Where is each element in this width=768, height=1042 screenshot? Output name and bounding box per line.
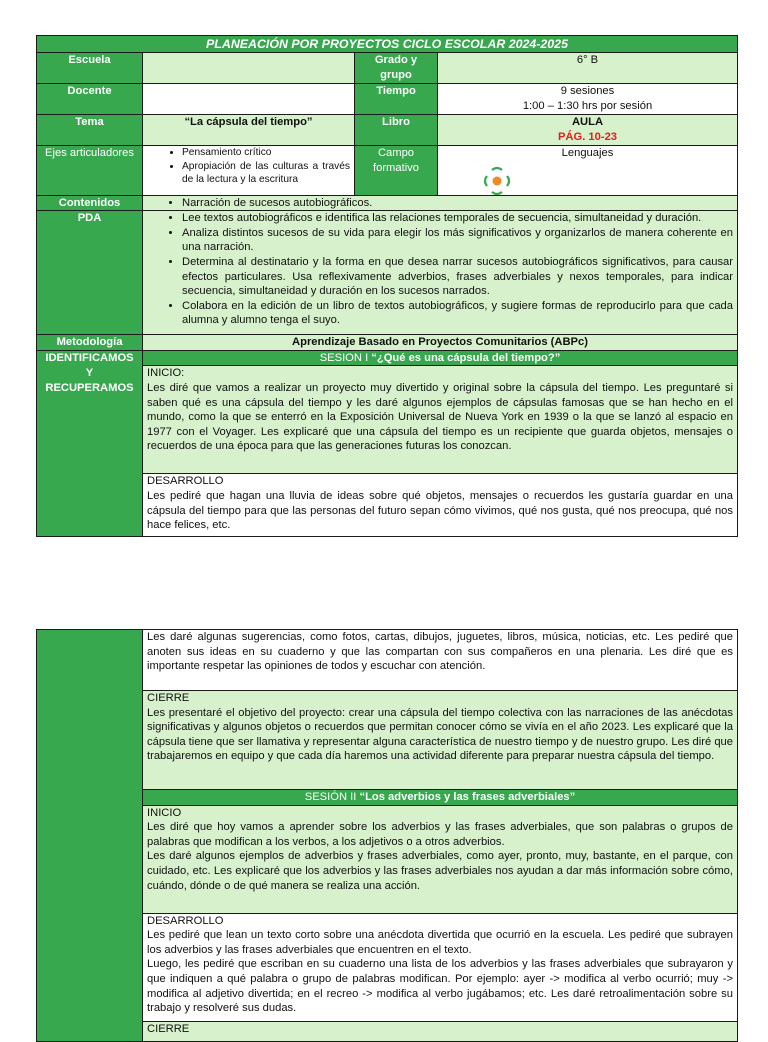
session-2-cierre (143, 1021, 738, 1041)
libro-name: AULA (571, 116, 604, 128)
docente-value (143, 84, 355, 115)
session-1-cierre (143, 691, 738, 790)
libro-value (438, 115, 738, 146)
session-1-inicio (143, 366, 738, 474)
pda-list (143, 211, 738, 335)
cierre-text: Les presentaré el objetivo del proyecto: crear una cápsula del tiempo colectiva con las narraciones de las anécdotas significativas y algunos objetos o recuerdos que permitan conocer cómo se vivía en el año 2023. Les explicaré que la cápsula tiene que ser llamativa y representar alguna característica de nuestro tiempo y de nuestro grupo. Les diré que trabajaremos en equipo y que cada día haremos una actividad diferente para preparar nuestra cápsula del tiempo. (147, 706, 733, 763)
inicio-paragraph: Les daré algunos ejemplos de adverbios y frases adverbiales, como ayer, pronto, muy, bastante, en el parque, con cuidado, etc. Les explicaré que los adverbios y las frases adverbiales nos ayudan a dar más información sobre cómo, cuándo, dónde o de qué manera se realiza una acción. (147, 850, 733, 892)
metodologia-value: Aprendizaje Basado en Proyectos Comunitarios (ABPc) (143, 335, 738, 351)
phase-continuation-cell (37, 630, 143, 1042)
libro-pages: PÁG. 10-23 (557, 130, 618, 143)
desarrollo-label: DESARROLLO (147, 475, 224, 488)
inicio-text: Les diré que vamos a realizar un proyecto muy divertido y original sobre la cápsula del tiempo. Les preguntaré si saben qué es una cápsula del tiempo y les daré algunos ejemplos de cápsulas famosas que se han hecho en el mundo, como la que se enterró en la Exposición Universal de Nueva York en 1939 o la que se lanzó al espacio en 1977 con el Voyager. Les explicaré que una cápsula del tiempo es un recipiente que guarda objetos, mensajes o recuerdos de una época para que las generaciones futuras los conozcan. (147, 381, 733, 453)
campo-value-cell (438, 146, 738, 196)
inicio-paragraph: Les diré que hoy vamos a aprender sobre los adverbios y las frases adverbiales, que son palabras o grupos de palabras que modifican a los verbos, a los adjetivos o a otros adverbios. (147, 821, 733, 848)
desarrollo-text: Les pediré que hagan una lluvia de ideas sobre qué objetos, mensajes o recuerdos les gustaría guardar en una cápsula del tiempo para que las personas del futuro sepan cómo vivimos, qué nos gusta, qué nos preocupa, qué nos hace felices, etc. (147, 489, 733, 532)
tema-label: Tema (37, 115, 143, 146)
campo-label: Campo formativo (355, 146, 438, 196)
metodologia-label: Metodología (37, 335, 143, 351)
pda-item: • Lee textos autobiográficos e identifica las relaciones temporales de secuencia, simultaneidad y duración. (182, 211, 733, 226)
contenidos-label: Contenidos (37, 195, 143, 211)
planning-table-page-1 (36, 35, 738, 537)
contenidos-value (143, 195, 738, 211)
session-2-header: SESIÓN II “Los adverbios y las frases adverbiales” (143, 790, 738, 806)
tiempo-label: Tiempo (355, 84, 438, 115)
escuela-value (143, 53, 355, 84)
ejes-label: Ejes articuladores (37, 146, 143, 196)
docente-label: Docente (37, 84, 143, 115)
escuela-label: Escuela (37, 53, 143, 84)
inicio-label: INICIO: (147, 367, 185, 380)
grado-value: 6° B (438, 53, 738, 84)
desarrollo-paragraph: Luego, les pediré que escriban en su cuaderno una lista de los adverbios y las frases adverbiales que subrayaron y que indiquen a qué palabra o grupo de palabras modifican. Por ejemplo: ayer -> modifica al verbo ocurrió; muy -> modifica al adjetivo divertida; en el recreo -> modifica al verbo jugábamos; etc. Les daré retroalimentación sobre su trabajo y resolveré sus dudas. (147, 958, 733, 1015)
page-title: PLANEACIÓN POR PROYECTOS CICLO ESCOLAR 2024-2025 (37, 36, 738, 53)
tiempo-sessions: 9 sesiones (560, 85, 615, 97)
eje-item: • Pensamiento crítico (182, 146, 350, 160)
session-2-desarrollo (143, 913, 738, 1021)
campo-value: Lenguajes (561, 147, 614, 159)
session-2-inicio (143, 805, 738, 913)
pda-item: • Colabora en la edición de un libro de textos autobiográficos, y sugiere formas de reproducirlo para que cada alumna y alumno tenga el suyo. (182, 299, 733, 328)
desarrollo-paragraph: Les pediré que lean un texto corto sobre una anécdota divertida que ocurrió en la escuela. Les pediré que subrayen los adverbios y las frases adverbiales que encuentren en el texto. (147, 929, 733, 956)
grado-label: Grado y grupo (355, 53, 438, 84)
tema-value: “La cápsula del tiempo” (143, 115, 355, 146)
desarrollo-label: DESARROLLO (147, 914, 224, 927)
inicio-label: INICIO (147, 806, 182, 819)
session-1-desarrollo (143, 474, 738, 537)
phase-label: IDENTIFICAMOS Y RECUPERAMOS (37, 350, 143, 537)
libro-label: Libro (355, 115, 438, 146)
cierre-label: CIERRE (147, 692, 190, 704)
campo-formativo-logo-icon (482, 165, 512, 195)
tiempo-value (438, 84, 738, 115)
ejes-list (143, 146, 355, 196)
session-1-header: SESION I “¿Qué es una cápsula del tiempo?” (143, 350, 738, 366)
contenido-item: • Narración de sucesos autobiográficos. (182, 196, 733, 211)
pda-item: • Analiza distintos sucesos de su vida para elegir los más significativos y organizarlos de manera coherente en una narración. (182, 226, 733, 255)
pda-label: PDA (37, 211, 143, 335)
session-1-desarrollo-cont: Les daré algunas sugerencias, como fotos, cartas, dibujos, juguetes, libros, música, noticias, etc. Les pediré que anoten sus ideas en su cuaderno y que las compartan con sus compañeros en una plenaria. Les diré que es importante respetar las opiniones de todos y escuchar con atención. (143, 630, 738, 691)
eje-item: • Apropiación de las culturas a través de la lectura y la escritura (182, 160, 350, 187)
tiempo-duration: 1:00 – 1:30 hrs por sesión (522, 99, 653, 112)
cierre-label: CIERRE (147, 1022, 190, 1035)
pda-item: • Determina al destinatario y la forma en que desea narrar sucesos autobiográficos significativos, para causar efectos particulares. Usa reflexivamente adverbios, frases adverbiales y nexos temporales, para indicar secuencia, simultaneidad y duración en los sucesos narrados. (182, 255, 733, 299)
planning-table-page-2 (36, 629, 738, 1042)
